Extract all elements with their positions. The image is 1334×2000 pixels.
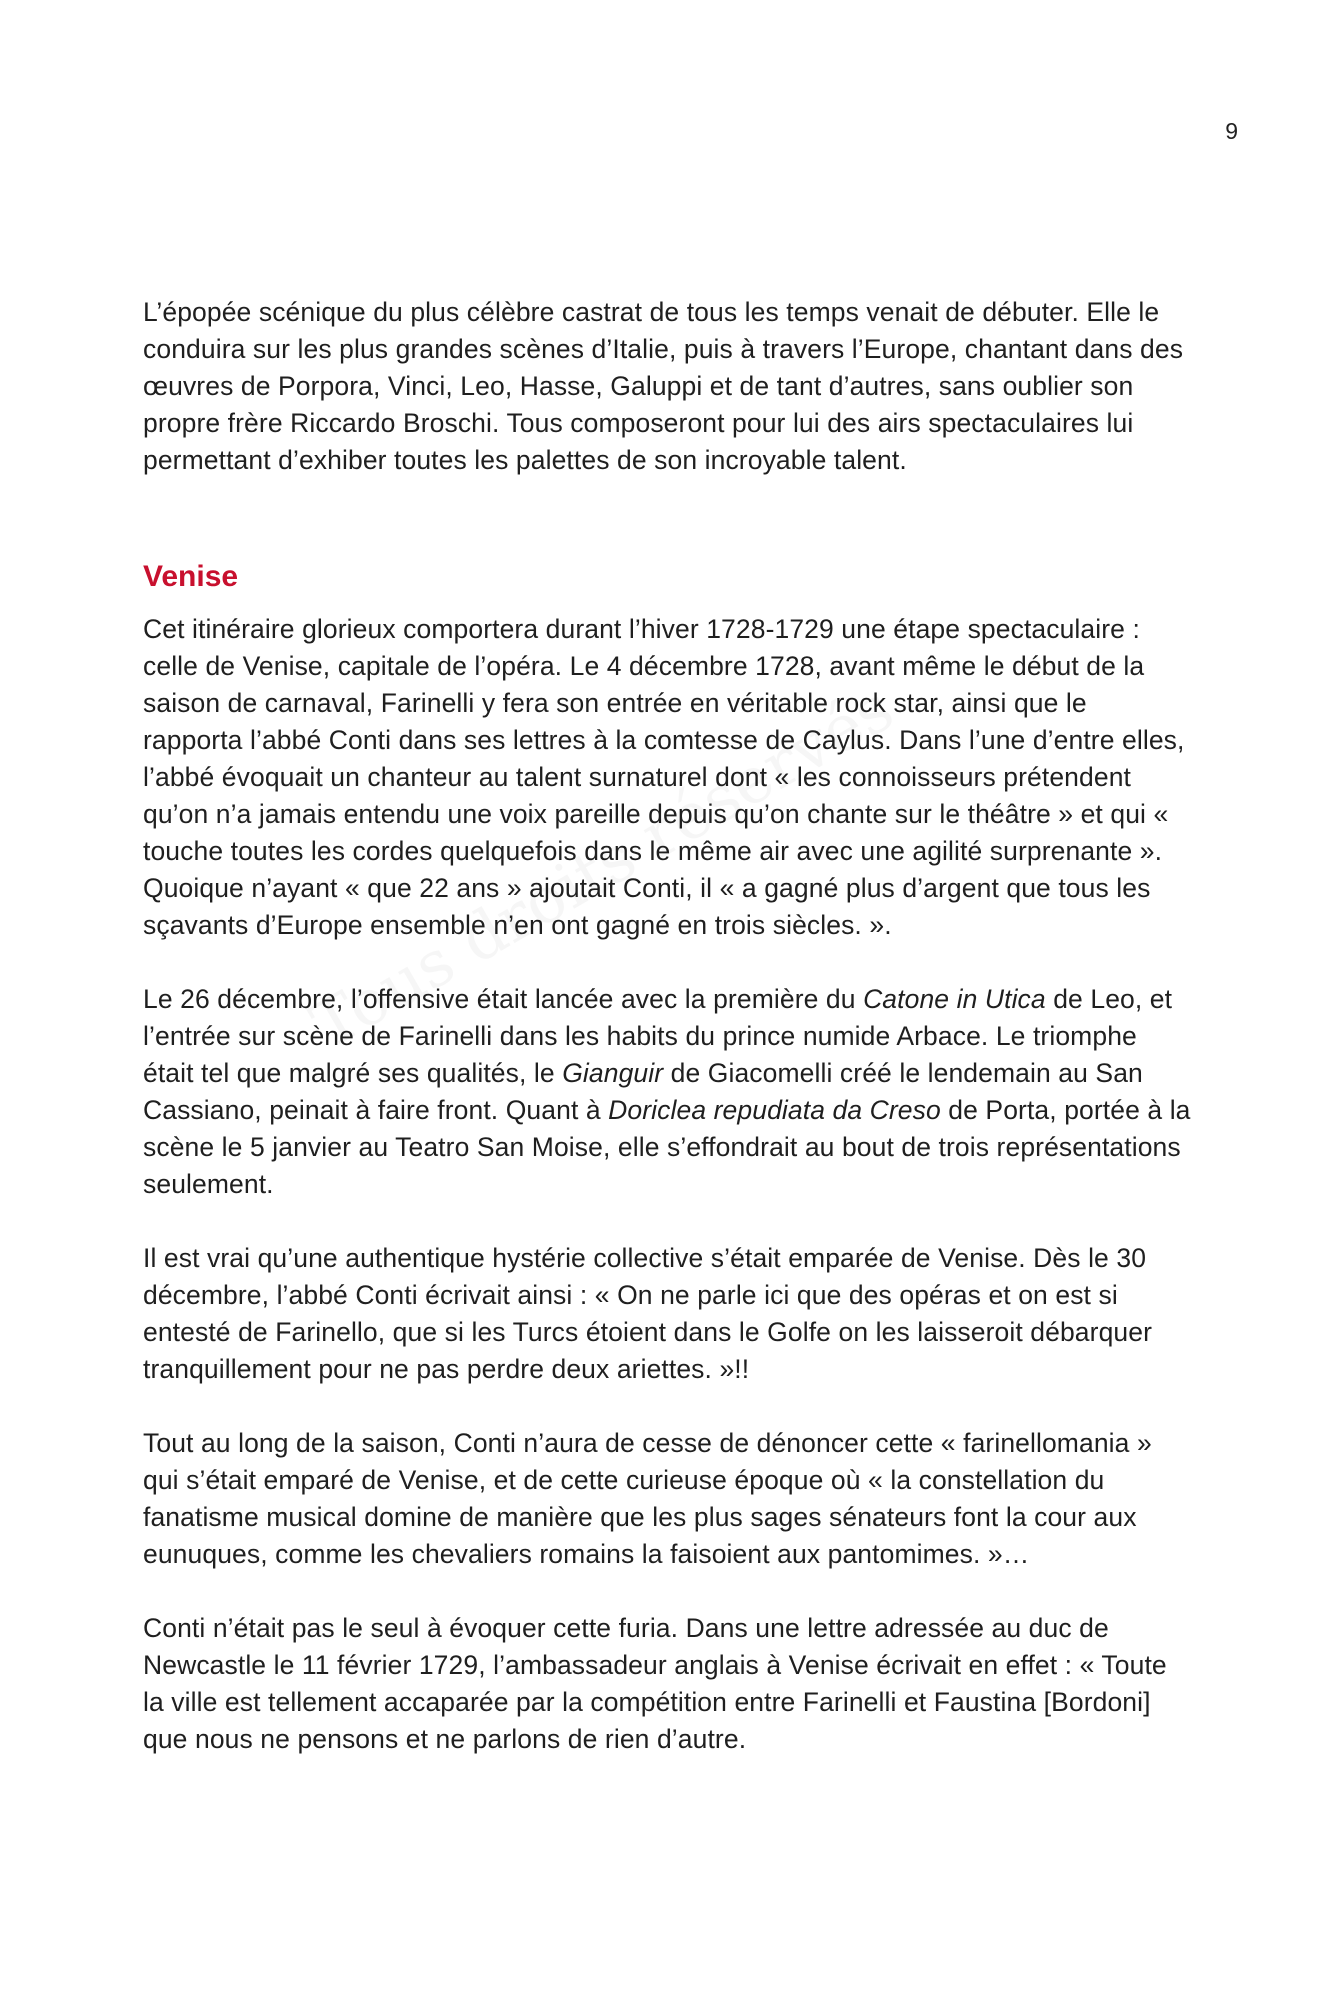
paragraph-2-text-g: de Porta, portée à la scène le 5 janvier au Teatro San Moise, elle s’effondrait au bout de trois représentations seulement.	[143, 1095, 1191, 1199]
paragraph-5: Conti n’était pas le seul à évoquer cette furia. Dans une lettre adressée au duc de Newcastle le 11 février 1729, l’ambassadeur anglais à Venise écrivait en effet : « Toute la ville est tellement accaparée par la compétition entre Farinelli et Faustina [Bordoni] que nous ne pensons et ne parlons de rien d’autre.	[143, 1613, 1167, 1754]
title-doriclea: Doriclea repudiata da Creso	[608, 1095, 941, 1125]
paragraph-2-text-c: de Leo, et l’entrée sur scène de Farinelli dans les habits du prince numide Arbace. Le triomphe était tel que malgré ses qualités, le	[143, 984, 1173, 1088]
paragraph-1: Cet itinéraire glorieux comportera durant l’hiver 1728-1729 une étape spectaculaire : celle de Venise, capitale de l’opéra. Le 4 décembre 1728, avant même le début de la saison de carnaval, Farinelli y fera son entrée en véritable rock star, ainsi que le rapporta l’abbé Conti dans ses lettres à la comtesse de Caylus. Dans l’une d’entre elles, l’abbé évoquait un chanteur au talent surnaturel dont « les connoisseurs prétendent qu’on n’a jamais entendu une voix pareille depuis qu’on chante sur le théâtre » et qui « touche toutes les cordes quelquefois dans le même air avec une agilité surprenante ». Quoique n’ayant « que 22 ans » ajoutait Conti, il « a gagné plus d’argent que tous les sçavants d’Europe ensemble n’en ont gagné en trois siècles. ».	[143, 614, 1185, 940]
paragraph-3: Il est vrai qu’une authentique hystérie collective s’était emparée de Venise. Dès le 30 décembre, l’abbé Conti écrivait ainsi : « On ne parle ici que des opéras et on est si entesté de Farinello, que si les Turcs étoient dans le Golfe on les laisseroit débarquer tranquillement pour ne pas perdre deux ariettes. »!!	[143, 1243, 1153, 1384]
page-number: 9	[1225, 118, 1238, 144]
page-content	[143, 294, 1193, 1758]
paragraph-2-text-a: Le 26 décembre, l’offensive était lancée avec la première du	[143, 984, 864, 1014]
intro-paragraph: L’épopée scénique du plus célèbre castrat de tous les temps venait de débuter. Elle le conduira sur les plus grandes scènes d’Italie, puis à travers l’Europe, chantant dans des œuvres de Porpora, Vinci, Leo, Hasse, Galuppi et de tant d’autres, sans oublier son propre frère Riccardo Broschi. Tous composeront pour lui des airs spectaculaires lui permettant d’exhiber toutes les palettes de son incroyable talent.	[143, 297, 1184, 475]
paragraph-4: Tout au long de la saison, Conti n’aura de cesse de dénoncer cette « farinellomania » qui s’était emparé de Venise, et de cette curieuse époque où « la constellation du fanatisme musical domine de manière que les plus sages sénateurs font la cour aux eunuques, comme les chevaliers romains la faisoient aux pantomimes. »…	[143, 1428, 1152, 1569]
paragraph-2	[143, 981, 1193, 1203]
title-gianguir: Gianguir	[562, 1058, 664, 1088]
paragraph-2-text-e: de Giacomelli créé le lendemain au San Cassiano, peinait à faire front. Quant à	[143, 1058, 1143, 1125]
title-catone-in-utica: Catone in Utica	[863, 984, 1046, 1014]
section-heading: Venise	[143, 560, 239, 593]
